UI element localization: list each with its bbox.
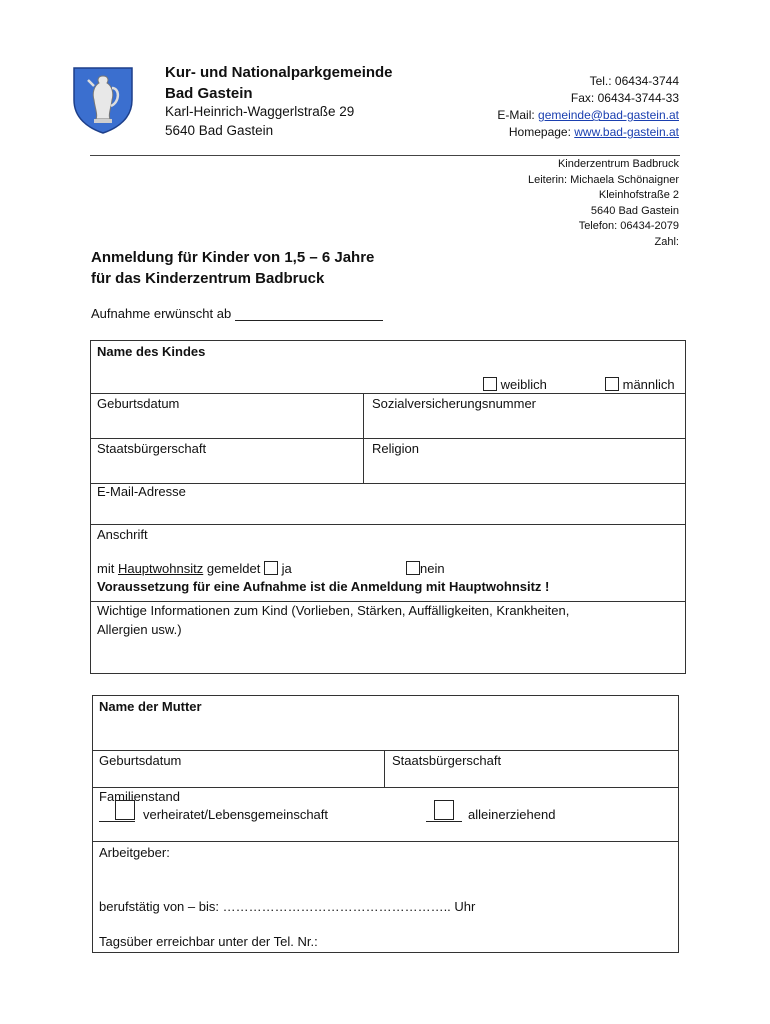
homepage-link[interactable]: www.bad-gastein.at [574, 125, 679, 139]
divider [91, 524, 685, 525]
kiz-leiterin: Leiterin: Michaela Schönaigner [527, 173, 679, 186]
header-divider [90, 155, 680, 156]
kiz-street: Kleinhofstraße 2 [598, 189, 679, 201]
divider [93, 787, 678, 788]
alleinerziehend-label: alleinerziehend [468, 807, 556, 822]
aufnahme-label: Aufnahme erwünscht ab [91, 306, 232, 321]
alleinerziehend-checkbox[interactable] [434, 800, 454, 820]
org-address [165, 102, 354, 140]
divider [384, 750, 385, 787]
weiblich-checkbox[interactable] [483, 377, 497, 391]
coat-of-arms-logo [72, 66, 134, 134]
arbeitgeber-label: Arbeitgeber: [99, 845, 170, 860]
org-title [165, 62, 393, 104]
child-svnr-label: Sozialversicherungsnummer [372, 396, 537, 411]
child-email-label: E-Mail-Adresse [97, 484, 186, 499]
verheiratet-label: verheiratet/Lebensgemeinschaft [143, 807, 329, 822]
child-section [90, 340, 686, 674]
mother-staatsbuergerschaft-label: Staatsbürgerschaft [392, 753, 502, 768]
child-anschrift-label: Anschrift [97, 527, 148, 542]
divider [93, 750, 678, 751]
child-religion-label: Religion [372, 441, 419, 456]
org-name-line1: Kur- und Nationalparkgemeinde [165, 64, 393, 81]
org-name-line2: Bad Gastein [165, 85, 253, 102]
mother-name-label: Name der Mutter [99, 699, 202, 714]
ja-checkbox[interactable] [264, 561, 278, 575]
form-title [91, 247, 374, 289]
mother-section [92, 695, 679, 953]
divider [91, 393, 685, 394]
nein-option[interactable] [406, 560, 445, 578]
weiblich-label: weiblich [500, 377, 547, 392]
hauptwohnsitz-word: Hauptwohnsitz [117, 561, 204, 576]
email-line [497, 107, 679, 124]
kiz-city: 5640 Bad Gastein [590, 204, 679, 217]
kinderzentrum-block [528, 157, 679, 250]
email-link[interactable]: gemeinde@bad-gastein.at [538, 108, 679, 122]
hauptwohnsitz-pre: mit [97, 561, 118, 576]
kiz-zahl: Zahl: [654, 235, 679, 248]
child-name-label: Name des Kindes [97, 344, 206, 359]
child-geburtsdatum-label: Geburtsdatum [97, 396, 180, 411]
familienstand-label: Familienstand [99, 789, 180, 804]
email-label: E-Mail: [497, 108, 539, 122]
gender-female-option[interactable] [483, 376, 547, 394]
maennlich-label: männlich [622, 377, 675, 392]
homepage-label: Homepage: [508, 125, 575, 139]
child-staatsbuergerschaft-label: Staatsbürgerschaft [97, 441, 207, 456]
homepage-line [497, 124, 679, 141]
verheiratet-checkbox[interactable] [115, 800, 135, 820]
berufstaetig-label: berufstätig von – bis: …………………………………………….. Uhr [99, 899, 476, 914]
aufnahme-input-line[interactable] [235, 308, 383, 321]
tel: Tel.: 06434-3744 [589, 74, 679, 88]
contact-block [497, 73, 679, 141]
divider [93, 841, 678, 842]
voraussetzung-note: Voraussetzung für eine Aufnahme ist die Anmeldung mit Hauptwohnsitz ! [97, 579, 550, 594]
nein-checkbox[interactable] [406, 561, 420, 575]
org-city: 5640 Bad Gastein [165, 123, 274, 138]
hauptwohnsitz-line [97, 560, 292, 578]
aufnahme-field [91, 306, 383, 321]
org-street: Karl-Heinrich-Waggerlstraße 29 [165, 104, 355, 119]
divider [99, 821, 135, 822]
fax: Fax: 06434-3744-33 [570, 91, 679, 105]
nein-label: nein [420, 561, 445, 576]
kiz-telefon: Telefon: 06434-2079 [578, 220, 679, 232]
form-title-line2: für das Kinderzentrum Badbruck [91, 270, 325, 287]
maennlich-checkbox[interactable] [605, 377, 619, 391]
mother-geburtsdatum-label: Geburtsdatum [99, 753, 182, 768]
ja-label: ja [281, 561, 292, 576]
divider [426, 821, 462, 822]
gender-male-option[interactable] [605, 376, 675, 394]
kiz-name: Kinderzentrum Badbruck [557, 158, 679, 170]
hauptwohnsitz-post: gemeldet [203, 561, 261, 576]
wichtige-info-label-1: Wichtige Informationen zum Kind (Vorlieben, Stärken, Auffälligkeiten, Krankheiten, [97, 603, 570, 618]
divider [91, 438, 685, 439]
form-title-line1: Anmeldung für Kinder von 1,5 – 6 Jahre [91, 249, 375, 266]
tagsueber-label: Tagsüber erreichbar unter der Tel. Nr.: [99, 934, 318, 949]
wichtige-info-label-2: Allergien usw.) [97, 622, 182, 637]
